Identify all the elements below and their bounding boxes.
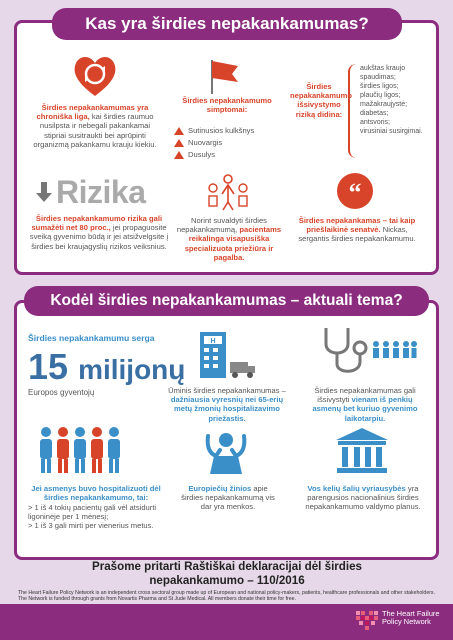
risk-reduce-lead: Širdies nepakankamumo rizika gali sumažėti net 80 proc., (31, 214, 163, 233)
stat5-text (178, 484, 278, 512)
section2-title: Kodėl širdies nepakankamumas – aktuali tema? (24, 286, 429, 316)
stat1-number (28, 346, 185, 388)
risk-factor-item: diabetas; (360, 110, 389, 117)
risk-factor-item: virusiniai susirgimai. (360, 128, 423, 135)
warning-icon (174, 151, 184, 159)
network-logo-icon (354, 608, 380, 634)
government-building-icon (334, 426, 390, 474)
stat6-text (300, 484, 426, 512)
stat3-intro: Širdies nepakankamumas gali išsivystyti (314, 386, 416, 405)
footer-call-to-action: Prašome pritarti Raštiškai deklaracijai dėl širdies nepakankamumo – 110/2016 (91, 560, 362, 587)
hospital-icon (196, 326, 258, 382)
care-team-icon (206, 172, 250, 212)
stat4-item: > 1 iš 3 gali mirti per vienerius metus. (28, 521, 154, 531)
confused-person-icon (198, 426, 254, 474)
symptoms-title: Širdies nepakankamumo simptomai: (182, 96, 272, 115)
stat5-rest: apie širdies nepakankamumą vis dar yra menkos. (181, 484, 275, 512)
stat3-lead: vienam iš penkių asmenų bet kuriuo gyvenimo laikotarpiu. (312, 395, 418, 423)
stat6-lead: Vos kelių šalių vyriausybės (307, 484, 406, 493)
quote-rest: Nickas, sergantis širdies nepakankamumu. (298, 225, 416, 244)
care-text-lead: pacientams reikalinga visapusiška specializuota priežiūra ir pagalba. (184, 225, 282, 262)
definition-rest: kai širdies raumuo nusilpsta ir nebegali pakankamai stipriai susitraukti bei aprūpinti organizmą pakankamu krauju kiekiu. (33, 112, 157, 149)
stat4-text (26, 484, 166, 502)
patients-group-icon (36, 424, 126, 476)
care-text-intro: Norint suvaldyti širdies nepakankamumą, (176, 216, 267, 235)
stat5-lead: Europiečių žinios (188, 484, 252, 493)
risk-factor-item: mažakraujystė; (360, 101, 408, 108)
symptom-item: Dusulys (174, 150, 284, 159)
quote-icon (336, 172, 374, 210)
stethoscope-icon (318, 324, 418, 378)
stat2-text (168, 386, 286, 423)
symptoms-list (174, 126, 284, 160)
stat4-lead: Jei asmenys buvo hospitalizuoti dėl širdies nepakankamumo, tai: (31, 484, 161, 503)
stat2-lead: dažniausia vyresnių nei 65-erių metų žmonių hospitalizavimo priežastis. (170, 395, 284, 423)
stat2-intro: Ūminis širdies nepakankamumas – (168, 386, 286, 395)
symptom-item: Nuovargis (174, 138, 284, 147)
risk-factor-item: antsvoris; (360, 119, 390, 126)
stat1-sub: Europos gyventojų (28, 388, 95, 397)
quote-text (296, 216, 418, 244)
heart-cycle-icon (72, 52, 118, 98)
risk-factors-title: Širdies nepakankamumo išsivystymo riziką didina: (290, 82, 353, 119)
svg-text:“: “ (348, 178, 362, 207)
stat6-rest: yra parengusios nacionalinius širdies nepakankamumo valdymo planus. (305, 484, 421, 512)
stat1-number-unit: milijonų (78, 354, 186, 385)
risk-factor-item: plaučių ligos; (360, 92, 401, 99)
flag-icon (206, 56, 242, 96)
stat4-list (28, 503, 168, 531)
risk-factors-list (360, 64, 438, 136)
stat3-text (302, 386, 428, 423)
risk-reduce-rest: jei propaguosite sveiką gyvenimo būdą ir jei atsižvelgsite į širdies bei kraujagyslių rizikos veiksnius. (29, 223, 169, 251)
symptom-item: Sutinusios kulkšnys (174, 126, 284, 135)
warning-icon (174, 127, 184, 135)
definition-lead: Širdies nepakankamumas yra chroniška liga, (36, 103, 149, 122)
risk-reduce-text (24, 214, 174, 251)
down-arrow-icon (34, 180, 54, 204)
risk-factor-item: aukštas kraujo spaudimas; (360, 65, 406, 81)
risk-factor-item: širdies ligos; (360, 83, 399, 90)
quote-lead: Širdies nepakankamas – tai kaip priešlaikinė senatvė. (298, 216, 416, 235)
brace (348, 64, 356, 158)
care-text (172, 216, 286, 262)
stat4-item: > 1 iš 4 tokių pacientų gali vėl atsidurti ligoninėje per 1 mėnesį; (28, 503, 157, 522)
network-logo-text: The Heart Failure Policy Network (382, 609, 440, 627)
definition-text (30, 103, 160, 149)
risk-word: Rizika (56, 174, 146, 210)
stat1-label: Širdies nepakankamumu serga (28, 333, 155, 343)
svg-text:H: H (210, 338, 216, 345)
section1-title: Kas yra širdies nepakankamumas? (52, 8, 402, 40)
footer-note: The Heart Failure Policy Network is an independent cross sectoral group made up of European and national policy-makers, patients, healthcare professionals and other stakeholders. The Network is funded through grants from Novartis Pharma and St Jude Medical. All members donate their time for free. (18, 590, 435, 603)
warning-icon (174, 139, 184, 147)
stat1-number-value: 15 (28, 346, 69, 387)
